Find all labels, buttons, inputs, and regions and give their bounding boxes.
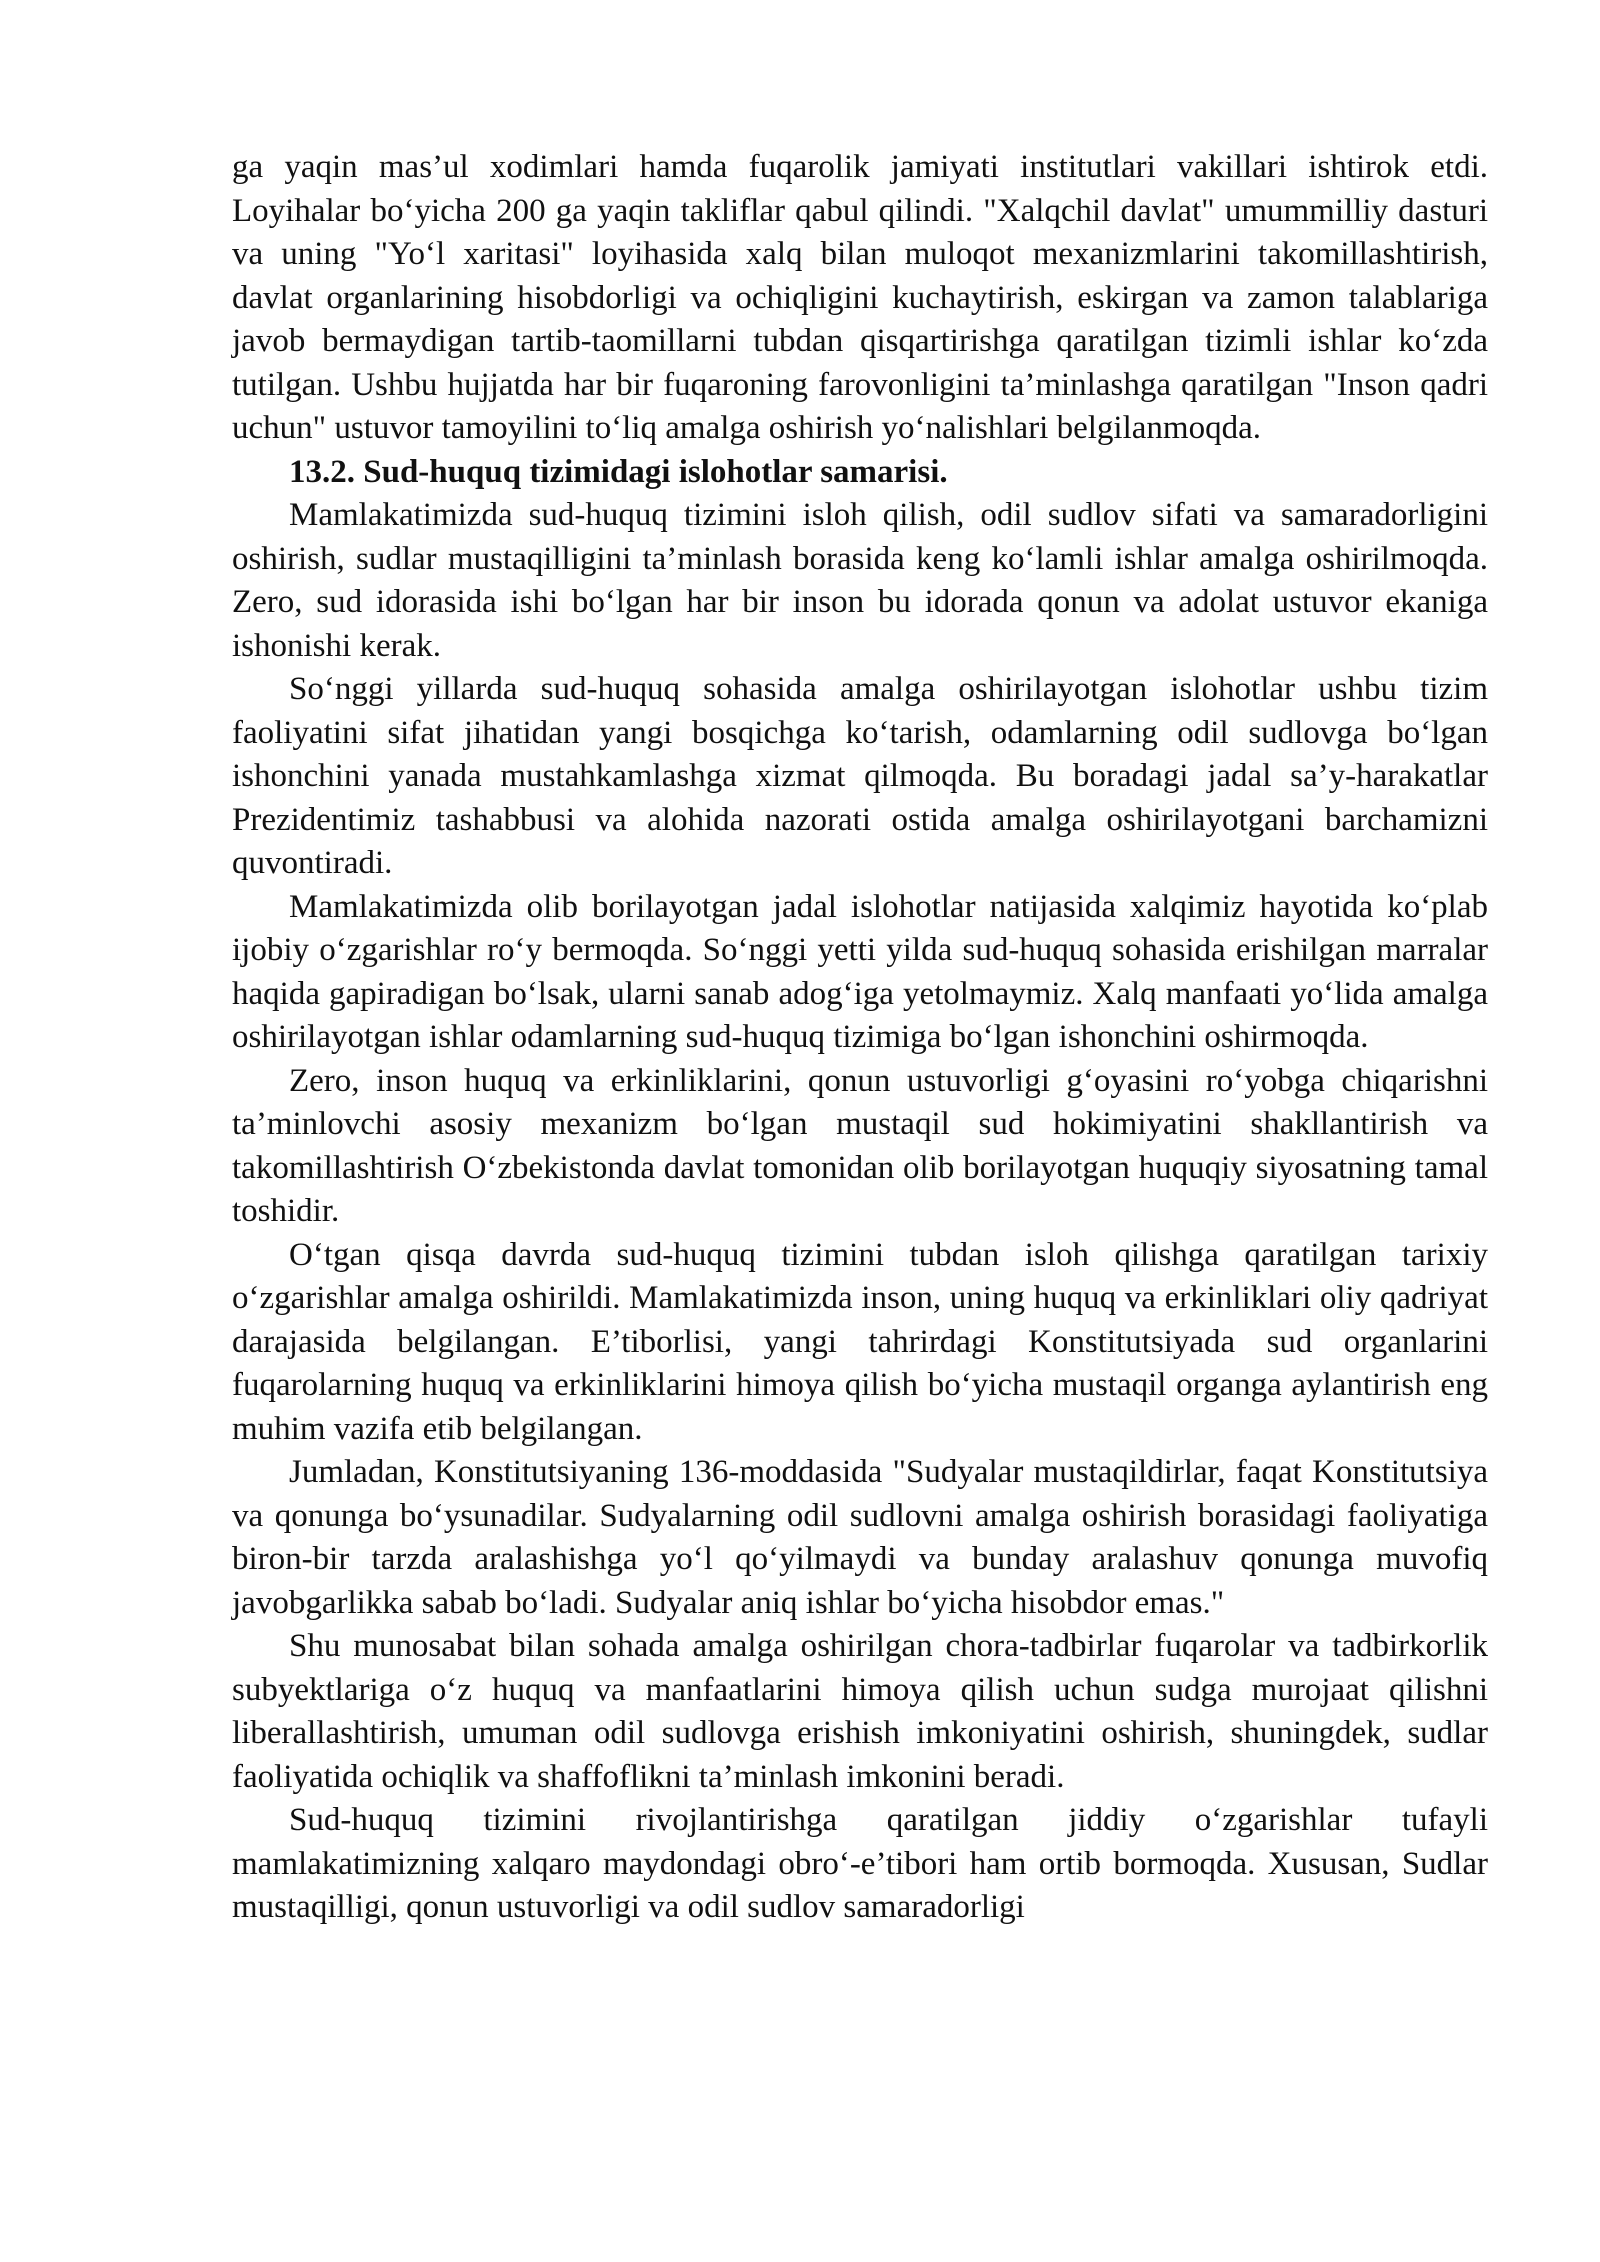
body-paragraph-2: So‘nggi yillarda sud-huquq sohasida amalga oshirilayotgan islohotlar ushbu tizim faoliyatini sifat jihatidan yangi bosqichga ko‘tarish, odamlarning odil sudlovga bo‘lgan ishonchini yanada mustahkamlashga xizmat qilmoqda. Bu boradagi jadal sa’y-harakatlar Prezidentimiz tashabbusi va alohida nazorati ostida amalga oshirilayotgani barchamizni quvontiradi.: [232, 671, 1488, 881]
body-paragraph-1: Mamlakatimizda sud-huquq tizimini isloh qilish, odil sudlov sifati va samaradorligini oshirish, sudlar mustaqilligini ta’minlash borasida keng ko‘lamli ishlar amalga oshirilmoqda. Zero, sud idorasida ishi bo‘lgan har bir inson bu idorada qonun va adolat ustuvor ekaniga ishonishi kerak.: [232, 497, 1488, 664]
section-heading: 13.2. Sud-huquq tizimidagi islohotlar samarisi.: [289, 453, 948, 490]
document-page: [232, 146, 1488, 1930]
body-paragraph-4: Zero, inson huquq va erkinliklarini, qonun ustuvorligi g‘oyasini ro‘yobga chiqarishni ta’minlovchi asosiy mexanizm bo‘lgan mustaqil sud hokimiyatini shakllantirish va takomillashtirish O‘zbekistonda davlat tomonidan olib borilayotgan huquqiy siyosatning tamal toshidir.: [232, 1062, 1488, 1229]
body-paragraph-5: O‘tgan qisqa davrda sud-huquq tizimini tubdan isloh qilishga qaratilgan tarixiy o‘zgarishlar amalga oshirildi. Mamlakatimizda inson, uning huquq va erkinliklari oliy qadriyat darajasida belgilangan. E’tiborlisi, yangi tahrirdagi Konstitutsiyada sud organlarini fuqarolarning huquq va erkinliklarini himoya qilish bo‘yicha mustaqil organga aylantirish eng muhim vazifa etib belgilangan.: [232, 1236, 1488, 1447]
intro-paragraph: ga yaqin mas’ul xodimlari hamda fuqarolik jamiyati institutlari vakillari ishtirok etdi. Loyihalar bo‘yicha 200 ga yaqin takliflar qabul qilindi. "Xalqchil davlat" umummilliy dasturi va uning "Yo‘l xaritasi" loyihasida xalq bilan muloqot mexanizmlarini takomillashtirish, davlat organlarining hisobdorligi va ochiqligini kuchaytirish, eskirgan va zamon talablariga javob bermaydigan tartib-taomillarni tubdan qisqartirishga qaratilgan tizimli ishlar ko‘zda tutilgan. Ushbu hujjatda har bir fuqaroning farovonligini ta’minlashga qaratilgan "Inson qadri uchun" ustuvor tamoyilini to‘liq amalga oshirish yo‘nalishlari belgilanmoqda.: [232, 149, 1488, 446]
body-paragraph-3: Mamlakatimizda olib borilayotgan jadal islohotlar natijasida xalqimiz hayotida ko‘plab ijobiy o‘zgarishlar ro‘y bermoqda. So‘nggi yetti yilda sud-huquq sohasida erishilgan marralar haqida gapiradigan bo‘lsak, ularni sanab adog‘iga yetolmaymiz. Xalq manfaati yo‘lida amalga oshirilayotgan ishlar odamlarning sud-huquq tizimiga bo‘lgan ishonchini oshirmoqda.: [232, 888, 1488, 1055]
body-paragraph-7: Shu munosabat bilan sohada amalga oshirilgan chora-tadbirlar fuqarolar va tadbirkorlik subyektlariga o‘z huquq va manfaatlarini himoya qilish uchun sudga murojaat qilishni liberallashtirish, umuman odil sudlovga erishish imkoniyatini oshirish, shuningdek, sudlar faoliyatida ochiqlik va shaffoflikni ta’minlash imkonini beradi.: [232, 1628, 1488, 1795]
body-paragraph-6: Jumladan, Konstitutsiyaning 136-moddasida "Sudyalar mustaqildirlar, faqat Konstitutsiya va qonunga bo‘ysunadilar. Sudyalarning odil sudlovni amalga oshirish borasidagi faoliyatiga biron-bir tarzda aralashishga yo‘l qo‘yilmaydi va bunday aralashuv qonunga muvofiq javobgarlikka sabab bo‘ladi. Sudyalar aniq ishlar bo‘yicha hisobdor emas.": [232, 1454, 1488, 1621]
body-paragraph-8: Sud-huquq tizimini rivojlantirishga qaratilgan jiddiy o‘zgarishlar tufayli mamlakatimizning xalqaro maydondagi obro‘-e’tibori ham ortib bormoqda. Xususan, Sudlar mustaqilligi, qonun ustuvorligi va odil sudlov samaradorligi: [232, 1802, 1488, 1925]
